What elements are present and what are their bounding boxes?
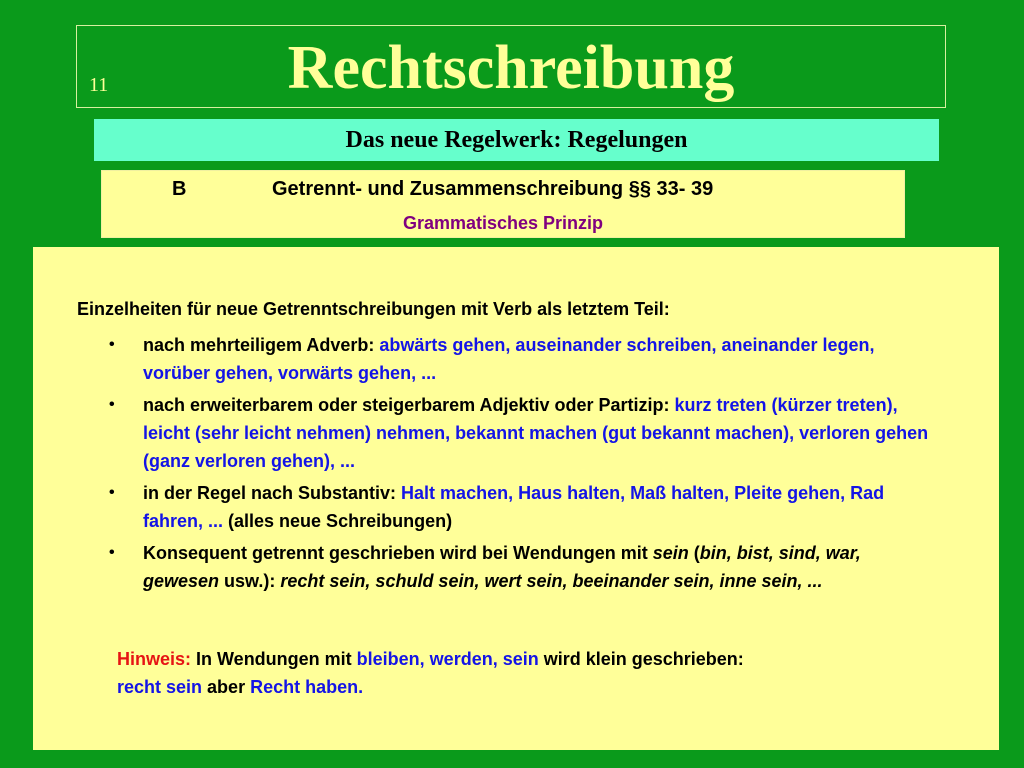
list-item [109,539,929,595]
section-letter: B [172,178,187,200]
bullet-icon: • [109,336,115,353]
subtitle-bar: Das neue Regelwerk: Regelungen [94,119,939,161]
hint-note [117,645,917,701]
bullet-examples: recht sein, schuld sein, wert sein, beeinander sein, inne sein, ... [280,571,823,591]
bullet-lead: nach mehrteiligem Adverb: [143,335,380,355]
hint-aber: aber [202,677,251,697]
list-item [109,391,929,475]
bullet-examples: kurz treten (kürzer treten), leicht (sehr leicht nehmen) nehmen, bekannt machen (gut bekannt machen), verloren gehen (ganz verloren gehen), ... [143,395,929,471]
bullet-tail: (alles neue Schreibungen) [223,511,453,531]
sein-word: sein [652,543,689,563]
list-item [109,479,929,535]
hint-example-2: Recht haben. [250,677,364,697]
hint-verbs: bleiben, werden, sein [356,649,539,669]
hint-example-1: recht sein [117,677,203,697]
hint-label: Hinweis: [117,649,192,669]
slide-title: Rechtschreibung [287,34,735,102]
title-frame [76,25,946,108]
slide-number: 11 [89,74,109,96]
list-item [109,331,929,387]
bullet-examples: abwärts gehen, auseinander schreiben, aneinander legen, vorüber gehen, vorwärts gehen, ... [143,335,875,383]
paren-open: ( [688,543,700,563]
bullet-icon: • [109,484,115,501]
hint-text: In Wendungen mit [191,649,357,669]
usw-text: usw.): [219,571,281,591]
content-panel [33,247,999,750]
rules-list [109,331,929,599]
bullet-icon: • [109,544,115,561]
hint-text-2: wird klein geschrieben: [538,649,744,669]
sein-forms: bin, bist, sind, war, gewesen [143,543,861,591]
section-subtitle: Grammatisches Prinzip [402,213,604,233]
intro-text: Einzelheiten für neue Getrenntschreibungen mit Verb als letztem Teil: [77,299,670,319]
section-title: Getrennt- und Zusammenschreibung §§ 33- 39 [272,178,714,200]
bullet-lead: in der Regel nach Substantiv: [143,483,402,503]
bullet-lead: nach erweiterbarem oder steigerbarem Adjektiv oder Partizip: [143,395,675,415]
bullet-examples: Halt machen, Haus halten, Maß halten, Pleite gehen, Rad fahren, ... [143,483,885,531]
section-box [101,170,905,238]
bullet-icon: • [109,396,115,413]
bullet-lead: Konsequent getrennt geschrieben wird bei Wendungen mit [143,543,653,563]
